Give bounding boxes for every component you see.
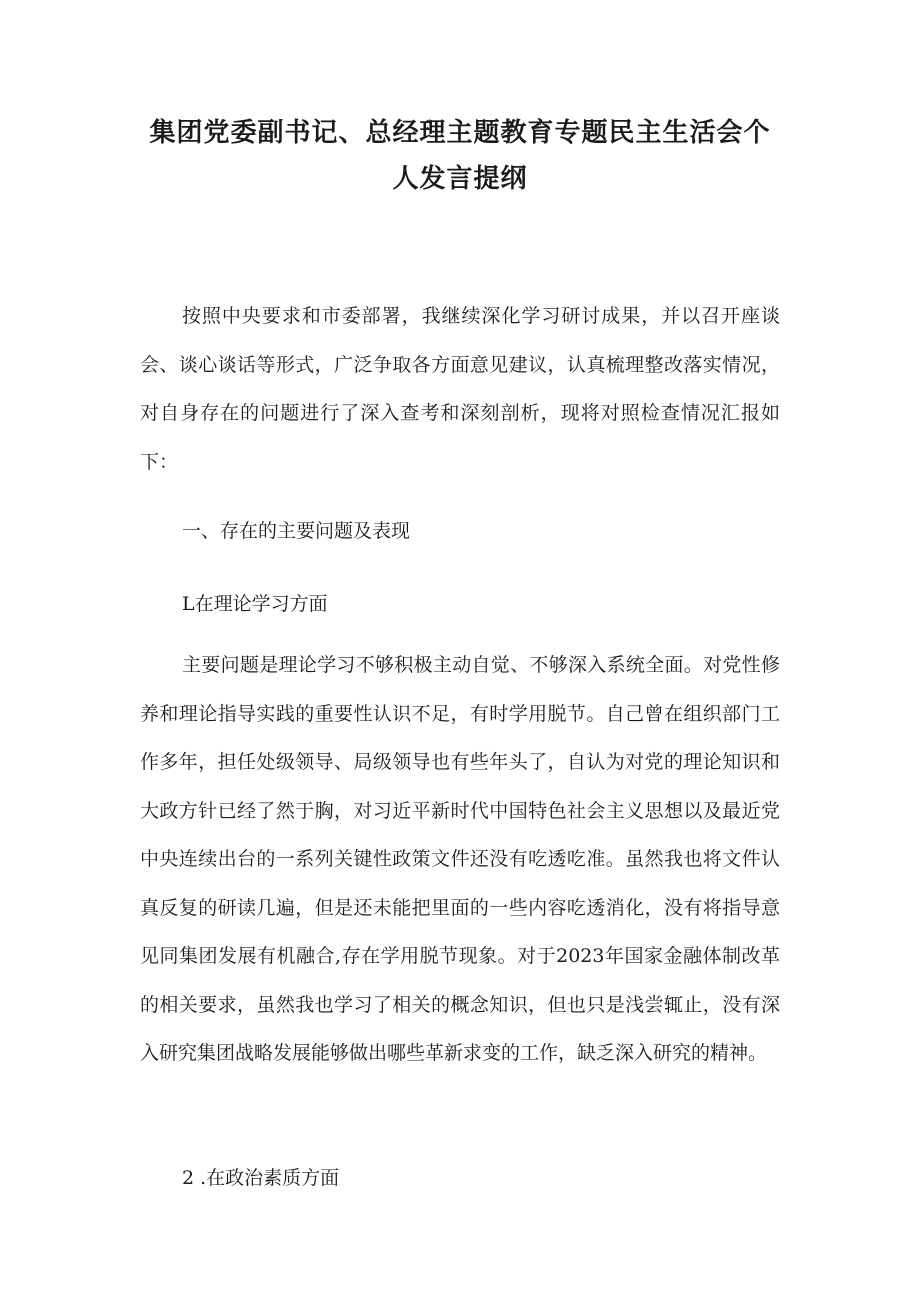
document-title-line-2: 人发言提纲	[392, 164, 528, 194]
subsection-heading-political-quality: 2 .在政治素质方面	[182, 1167, 340, 1189]
subsection-heading-theory-study: L在理论学习方面	[182, 593, 328, 615]
intro-paragraph: 按照中央要求和市委部署，我继续深化学习研讨成果，并以召开座谈会、谈心谈话等形式，广泛争取各方面意见建议，认真梳理整改落实情况，对自身存在的问题进行了深入查考和深刻剖析，现将对照检查情况汇报如下：	[140, 305, 780, 473]
document-title-line-1: 集团党委副书记、总经理主题教育专题民主生活会个	[149, 118, 771, 148]
theory-study-paragraph: 主要问题是理论学习不够积极主动自觉、不够深入系统全面。对党性修养和理论指导实践的重要性认识不足，有时学用脱节。自己曾在组织部门工作多年，担任处级领导、局级领导也有些年头了，自认为对党的理论知识和大政方针已经了然于胸，对习近平新时代中国特色社会主义思想以及最近党中央连续出台的一系列关键性政策文件还没有吃透吃准。虽然我也将文件认真反复的研读几遍，但是还未能把里面的一些内容吃透消化，没有将指导意见同集团发展有机融合,存在学用脱节现象。对于2023年国家金融体制改革的相关要求，虽然我也学习了相关的概念知识，但也只是浅尝辄止，没有深入研究集团战略发展能够做出哪些革新求变的工作，缺乏深入研究的精神。	[140, 654, 780, 1064]
section-heading-problems: 一、存在的主要问题及表现	[182, 520, 411, 542]
